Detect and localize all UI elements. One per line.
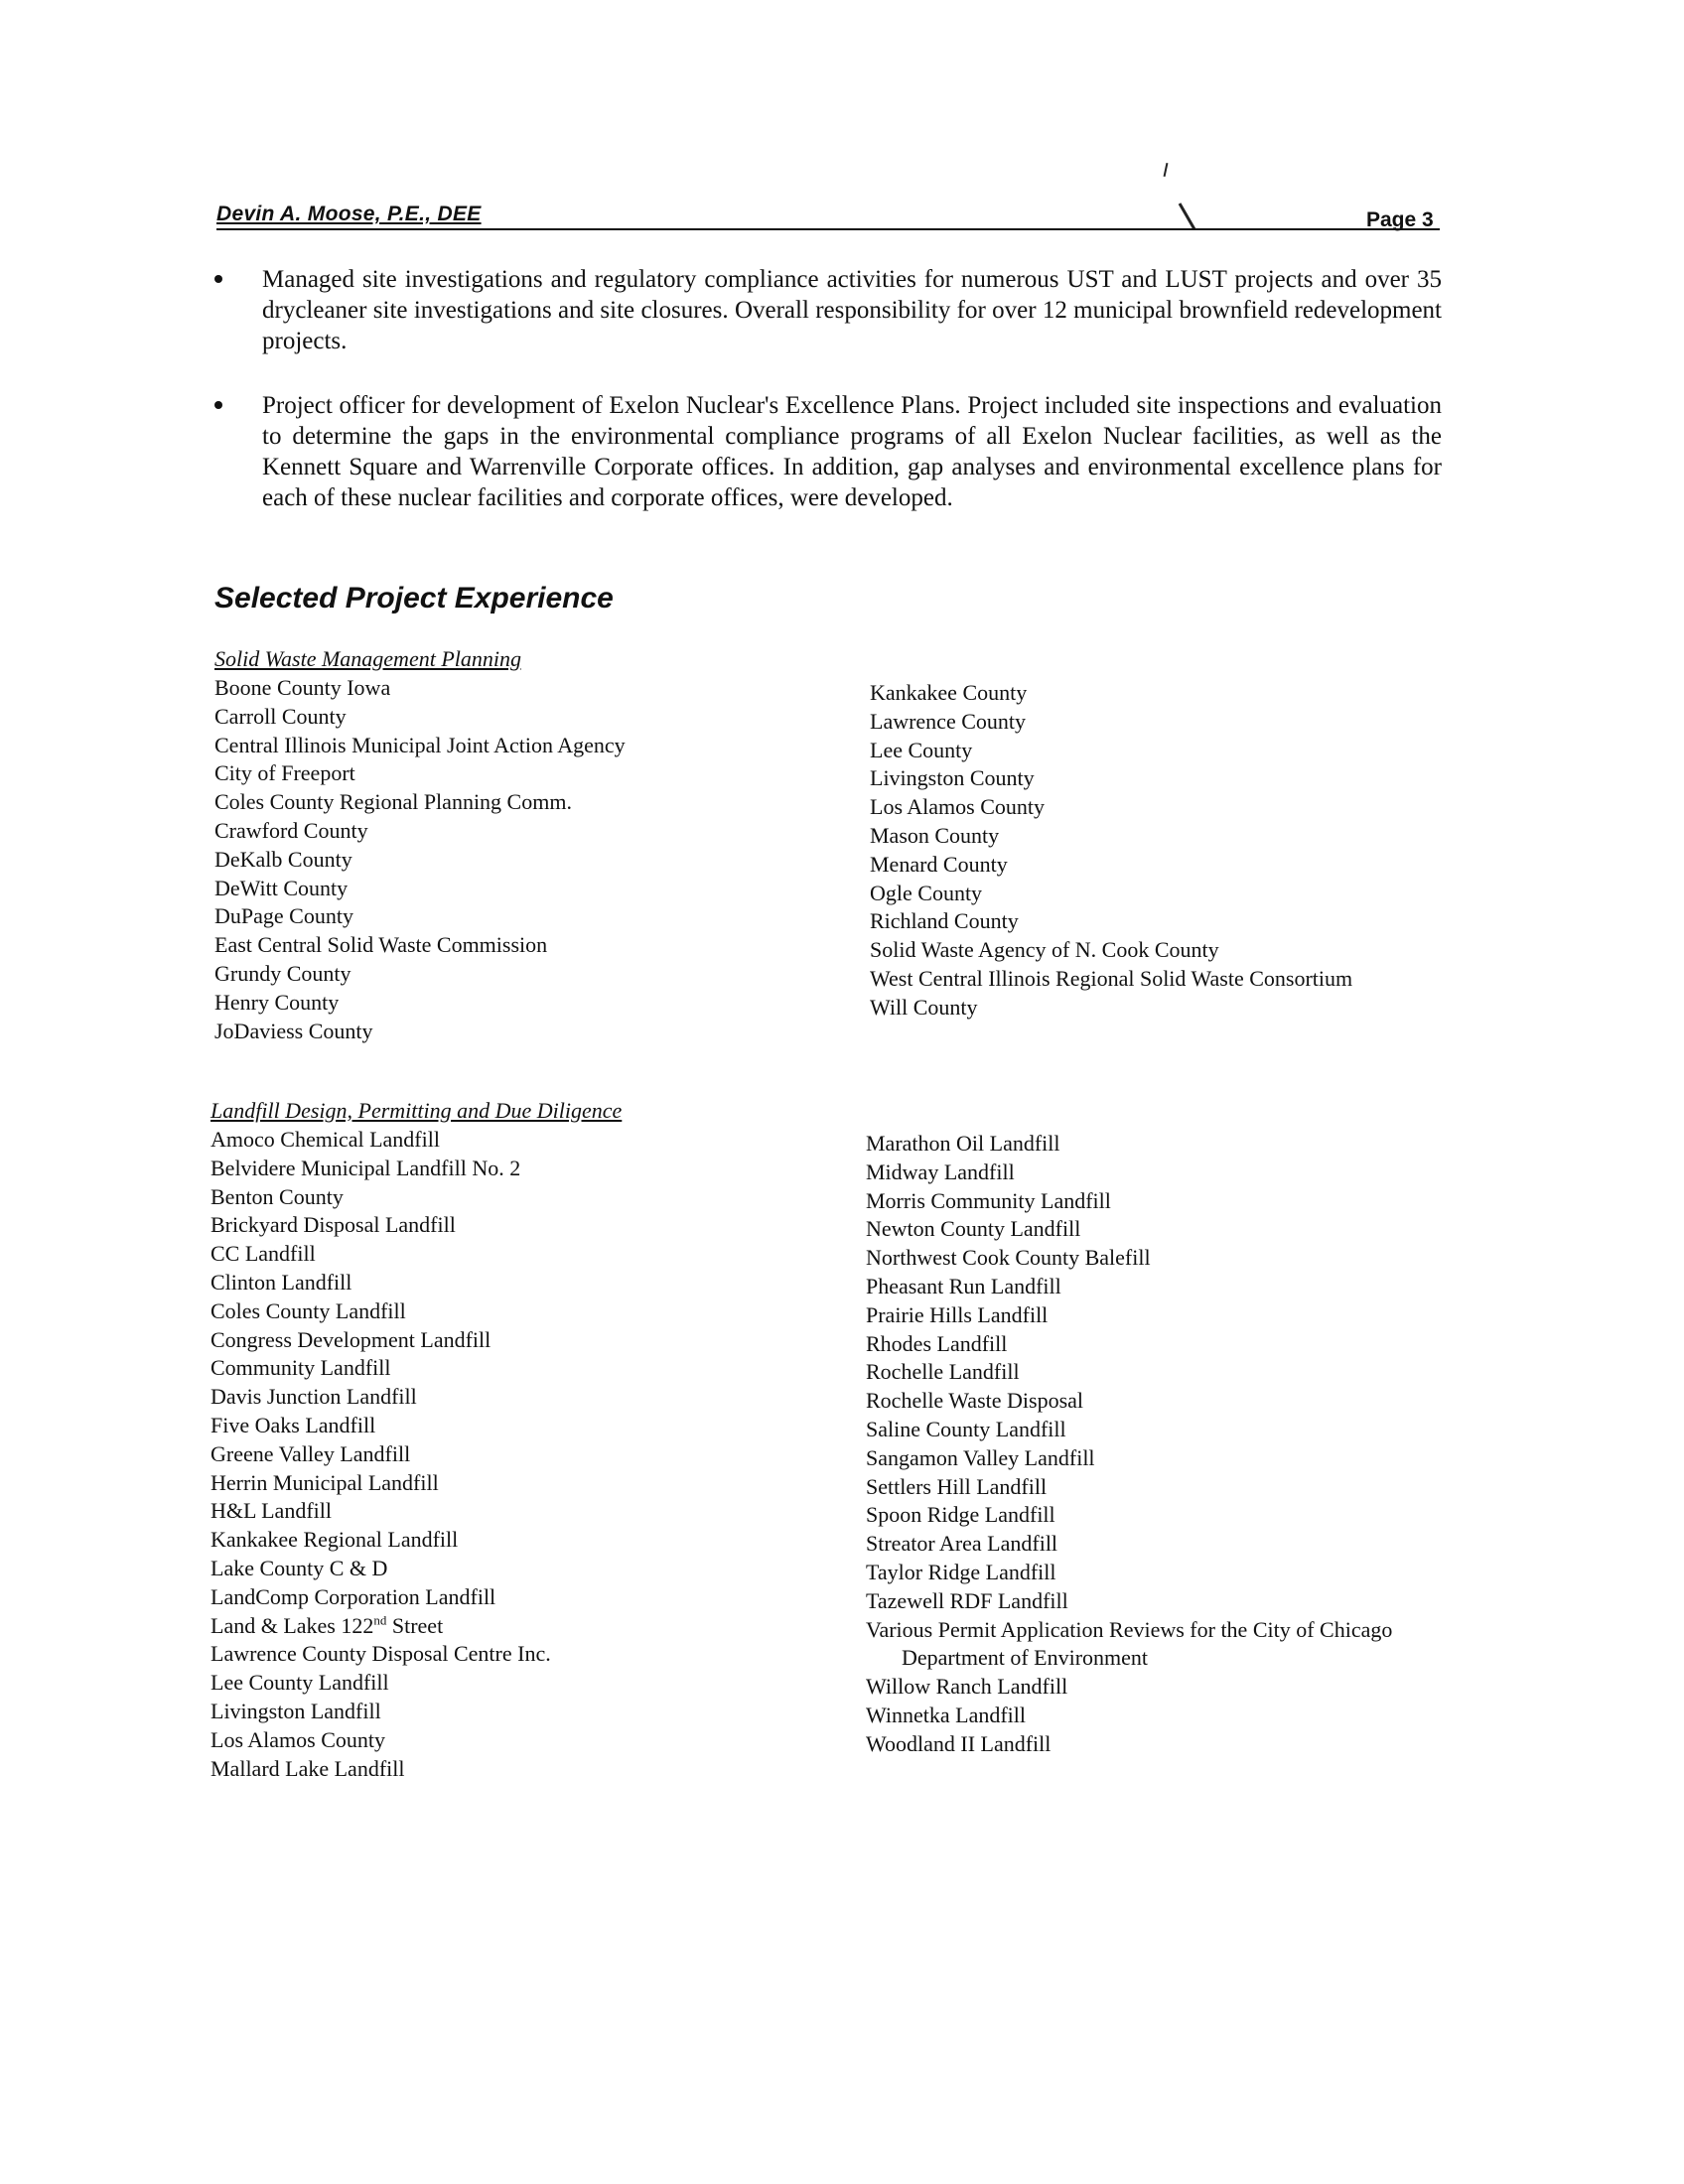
list-item: Lee County Landfill (210, 1670, 389, 1696)
list-item: Henry County (214, 989, 340, 1015)
list-item-suffix: Street (386, 1612, 444, 1638)
solid-waste-list-right (870, 679, 1352, 1023)
list-item: Northwest Cook County Balefill (866, 1245, 1151, 1271)
list-item: Taylor Ridge Landfill (866, 1559, 1056, 1584)
bullet-dot-icon (214, 401, 222, 409)
subsection-title-solid-waste: Solid Waste Management Planning (214, 646, 521, 671)
bullet-item (210, 390, 1442, 513)
list-item: Grundy County (214, 960, 351, 986)
list-item: Amoco Chemical Landfill (210, 1127, 440, 1152)
ordinal-suffix: nd (373, 1612, 387, 1628)
list-item: Rochelle Landfill (866, 1359, 1020, 1385)
list-item: Brickyard Disposal Landfill (210, 1212, 456, 1238)
list-item: DeKalb County (214, 846, 352, 872)
bullet-dot-icon (214, 275, 222, 283)
list-item (210, 1612, 551, 1641)
list-item: Saline County Landfill (866, 1416, 1066, 1441)
list-item: Kankakee County (870, 680, 1028, 705)
list-item: JoDaviess County (214, 1018, 373, 1043)
list-item: Los Alamos County (870, 794, 1046, 820)
header-rule (216, 228, 1440, 230)
list-item: Midway Landfill (866, 1159, 1015, 1184)
list-item: Menard County (870, 851, 1008, 877)
list-item: Sangamon Valley Landfill (866, 1444, 1095, 1470)
list-item: Rochelle Waste Disposal (866, 1388, 1084, 1414)
list-item: Coles County Landfill (210, 1297, 406, 1323)
list-item: Spoon Ridge Landfill (866, 1502, 1055, 1528)
list-item: Clinton Landfill (210, 1269, 352, 1295)
bullet-text: Managed site investigations and regulatory compliance activities for numerous UST and LUST projects and over 35 drycleaner site investigations and site closures. Overall responsibility for over 12 municipal brownfield redevelopment projects. (262, 266, 1442, 354)
header-page-number: Page 3 (1366, 208, 1434, 231)
list-item: H&L Landfill (210, 1498, 332, 1524)
list-item: Various Permit Application Reviews for the City of Chicago (866, 1616, 1393, 1642)
list-item: Carroll County (214, 703, 347, 729)
landfill-list-right (866, 1130, 1392, 1759)
landfill-list-left (210, 1126, 551, 1783)
list-item: Crawford County (214, 817, 368, 843)
list-item: Morris Community Landfill (866, 1187, 1111, 1213)
list-item: Lawrence County Disposal Centre Inc. (210, 1641, 551, 1667)
list-item: DuPage County (214, 903, 353, 929)
list-item: Tazewell RDF Landfill (866, 1587, 1068, 1613)
list-item-continuation: Department of Environment (902, 1645, 1149, 1671)
list-item: CC Landfill (210, 1241, 316, 1267)
list-item: Ogle County (870, 880, 983, 905)
list-item: Livingston County (870, 765, 1035, 791)
list-item: Winnetka Landfill (866, 1702, 1027, 1727)
list-item: Benton County (210, 1183, 344, 1209)
list-item: Coles County Regional Planning Comm. (214, 789, 572, 815)
list-item: East Central Solid Waste Commission (214, 932, 548, 958)
list-item: Los Alamos County (210, 1726, 386, 1752)
list-item: Richland County (870, 908, 1019, 934)
list-item: Marathon Oil Landfill (866, 1131, 1060, 1156)
list-item: Five Oaks Landfill (210, 1412, 376, 1437)
list-item: Woodland II Landfill (866, 1730, 1052, 1756)
list-item: West Central Illinois Regional Solid Waste Consortium (870, 965, 1353, 991)
list-item: Prairie Hills Landfill (866, 1301, 1049, 1327)
solid-waste-list-left (214, 674, 626, 1045)
list-item: Mason County (870, 822, 1000, 848)
list-item: Rhodes Landfill (866, 1330, 1008, 1356)
list-item: City of Freeport (214, 760, 355, 786)
list-item: Herrin Municipal Landfill (210, 1469, 439, 1495)
header-author-name: Devin A. Moose, P.E., DEE (216, 203, 482, 225)
list-item: Lawrence County (870, 708, 1026, 734)
list-item: Streator Area Landfill (866, 1531, 1058, 1557)
list-item: Pheasant Run Landfill (866, 1273, 1061, 1298)
list-item: Central Illinois Municipal Joint Action Agency (214, 732, 626, 757)
list-item: Willow Ranch Landfill (866, 1674, 1068, 1700)
list-item: Davis Junction Landfill (210, 1384, 417, 1410)
list-item: LandComp Corporation Landfill (210, 1583, 496, 1609)
bullet-text: Project officer for development of Exelon Nuclear's Excellence Plans. Project included site inspections and evaluation to determine the gaps in the environmental compliance programs of all Exelon Nuclear facilities, as well as the Kennett Square and Warrenville Corporate offices. In addition, gap analyses and environmental excellence plans for each of these nuclear facilities and corporate offices, were developed. (262, 392, 1442, 511)
list-item: Solid Waste Agency of N. Cook County (870, 937, 1219, 963)
subsection-title-landfill: Landfill Design, Permitting and Due Diligence (210, 1098, 623, 1123)
list-item: Livingston Landfill (210, 1698, 381, 1723)
list-item: Congress Development Landfill (210, 1326, 491, 1352)
bullet-list (210, 264, 1442, 547)
list-item: Kankakee Regional Landfill (210, 1527, 459, 1553)
list-item: Settlers Hill Landfill (866, 1473, 1048, 1499)
bullet-item (210, 264, 1442, 356)
section-heading: Selected Project Experience (214, 582, 614, 614)
scan-artifact-mark (1164, 163, 1169, 177)
list-item: Lake County C & D (210, 1555, 388, 1580)
list-item: Boone County Iowa (214, 675, 391, 700)
list-item: Newton County Landfill (866, 1216, 1081, 1242)
list-item: DeWitt County (214, 875, 349, 900)
list-item: Greene Valley Landfill (210, 1440, 411, 1466)
list-item: Will County (870, 994, 978, 1020)
scan-artifact-mark (1179, 203, 1196, 229)
list-item: Mallard Lake Landfill (210, 1755, 405, 1781)
list-item: Lee County (870, 737, 973, 762)
list-item: Belvidere Municipal Landfill No. 2 (210, 1155, 521, 1180)
list-item: Community Landfill (210, 1355, 391, 1381)
list-item-text: Land & Lakes 122 (210, 1612, 374, 1638)
